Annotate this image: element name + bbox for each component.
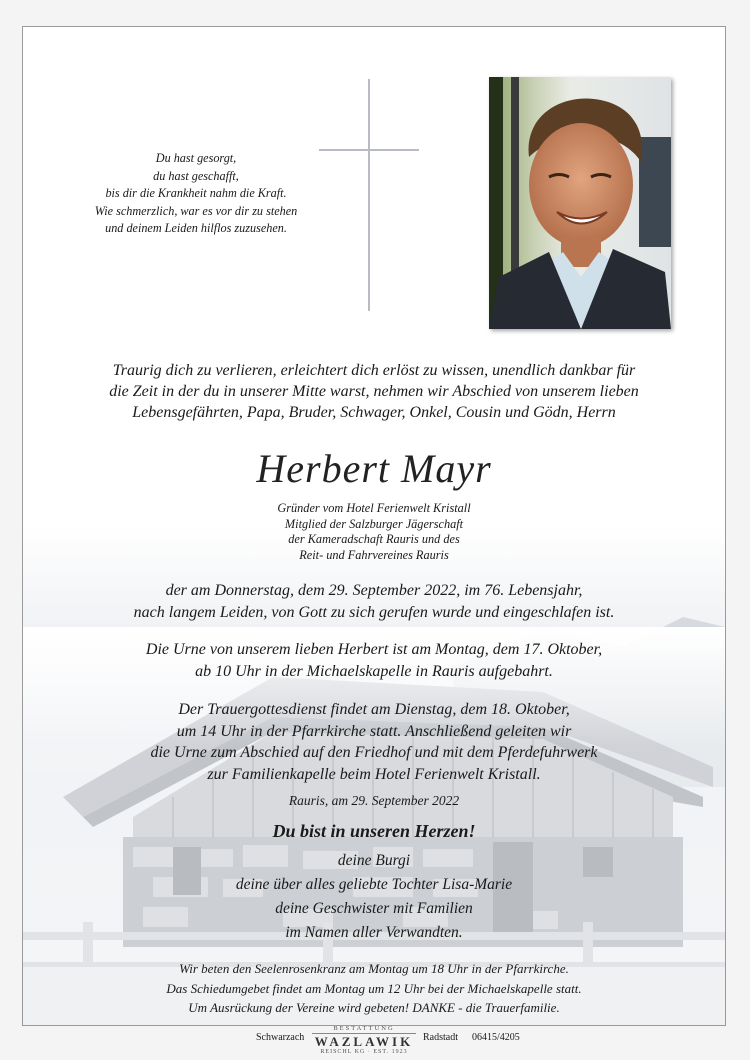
death-notice — [23, 580, 725, 623]
service-notice-line: Der Trauergottesdienst findet am Dienstag, dem 18. Oktober, — [178, 701, 570, 718]
footer-left-town: Schwarzach — [256, 1032, 305, 1043]
notes — [23, 959, 725, 1018]
heart-line: Du bist in unseren Herzen! — [272, 821, 476, 841]
intro-line: die Zeit in der du in unserer Mitte warst, nehmen wir Abschied von unserem lieben — [109, 383, 639, 400]
mourner-line: deine Geschwister mit Familien — [275, 900, 473, 917]
urn-notice — [23, 639, 725, 682]
poem-line: Wie schmerzlich, war es vor dir zu stehen — [94, 203, 298, 218]
intro-text — [43, 360, 705, 423]
logo-main: WAZLAWIK — [314, 1034, 414, 1049]
footer — [0, 1023, 750, 1060]
dateline: Rauris, am 29. September 2022 — [288, 793, 460, 808]
role-line: der Kameradschaft Rauris und des — [288, 532, 460, 546]
service-notice-line: zur Familienkapelle beim Hotel Ferienwelt Kristall. — [207, 765, 541, 783]
undertaker-logo — [304, 1025, 424, 1055]
urn-notice-line: Die Urne von unserem lieben Herbert ist am Montag, dem 17. Oktober, — [145, 641, 603, 658]
mourners — [23, 849, 725, 945]
service-notice-line: um 14 Uhr in der Pfarrkirche statt. Anschließend geleiten wir — [176, 722, 572, 740]
footer-phone: 06415/4205 — [472, 1032, 520, 1043]
cross-icon — [319, 79, 419, 311]
note-line: Wir beten den Seelenrosenkranz am Montag um 18 Uhr in der Pfarrkirche. — [179, 961, 569, 976]
intro-line: Traurig dich zu verlieren, erleichtert dich erlöst zu wissen, unendlich dankbar für — [112, 362, 636, 379]
service-notice — [23, 699, 725, 785]
poem-line: bis dir die Krankheit nahm die Kraft. — [105, 186, 287, 200]
service-notice-line: die Urne zum Abschied auf den Friedhof und mit dem Pferdefuhrwerk — [150, 744, 598, 761]
death-notice-line: nach langem Leiden, von Gott zu sich gerufen wurde und eingeschlafen ist. — [133, 603, 615, 621]
mourner-line: deine Burgi — [337, 852, 411, 869]
intro-line: Lebensgefährten, Papa, Bruder, Schwager, Onkel, Cousin und Gödn, Herrn — [132, 404, 616, 421]
deceased-name: Herbert Mayr — [256, 446, 492, 491]
poem — [71, 150, 321, 238]
note-line: Um Ausrückung der Vereine wird gebeten! DANKE - die Trauerfamilie. — [188, 1000, 560, 1015]
footer-right-town: Radstadt — [423, 1032, 458, 1043]
mourner-line: deine über alles geliebte Tochter Lisa-Marie — [235, 876, 513, 893]
poem-line: du hast geschafft, — [153, 168, 239, 183]
portrait-photo — [489, 77, 671, 329]
role-line: Mitglied der Salzburger Jägerschaft — [284, 516, 464, 531]
logo-top: BESTATTUNG — [333, 1025, 395, 1032]
roles — [23, 501, 725, 563]
poem-line: und deinem Leiden hilflos zuzusehen. — [105, 221, 287, 235]
urn-notice-line: ab 10 Uhr in der Michaelskapelle in Rauris aufgebahrt. — [195, 662, 553, 680]
role-line: Reit- und Fahrvereines Rauris — [299, 547, 449, 562]
mourner-line: im Namen aller Verwandten. — [285, 924, 463, 941]
note-line: Das Schiedumgebet findet am Montag um 12 Uhr bei der Michaelskapelle statt. — [166, 980, 582, 996]
death-notice-line: der am Donnerstag, dem 29. September 2022, im 76. Lebensjahr, — [165, 582, 583, 599]
poem-line: Du hast gesorgt, — [155, 151, 237, 165]
obituary-card — [22, 26, 726, 1026]
role-line: Gründer vom Hotel Ferienwelt Kristall — [277, 501, 471, 515]
logo-sub: REISCHL KG · EST. 1923 — [320, 1049, 408, 1055]
